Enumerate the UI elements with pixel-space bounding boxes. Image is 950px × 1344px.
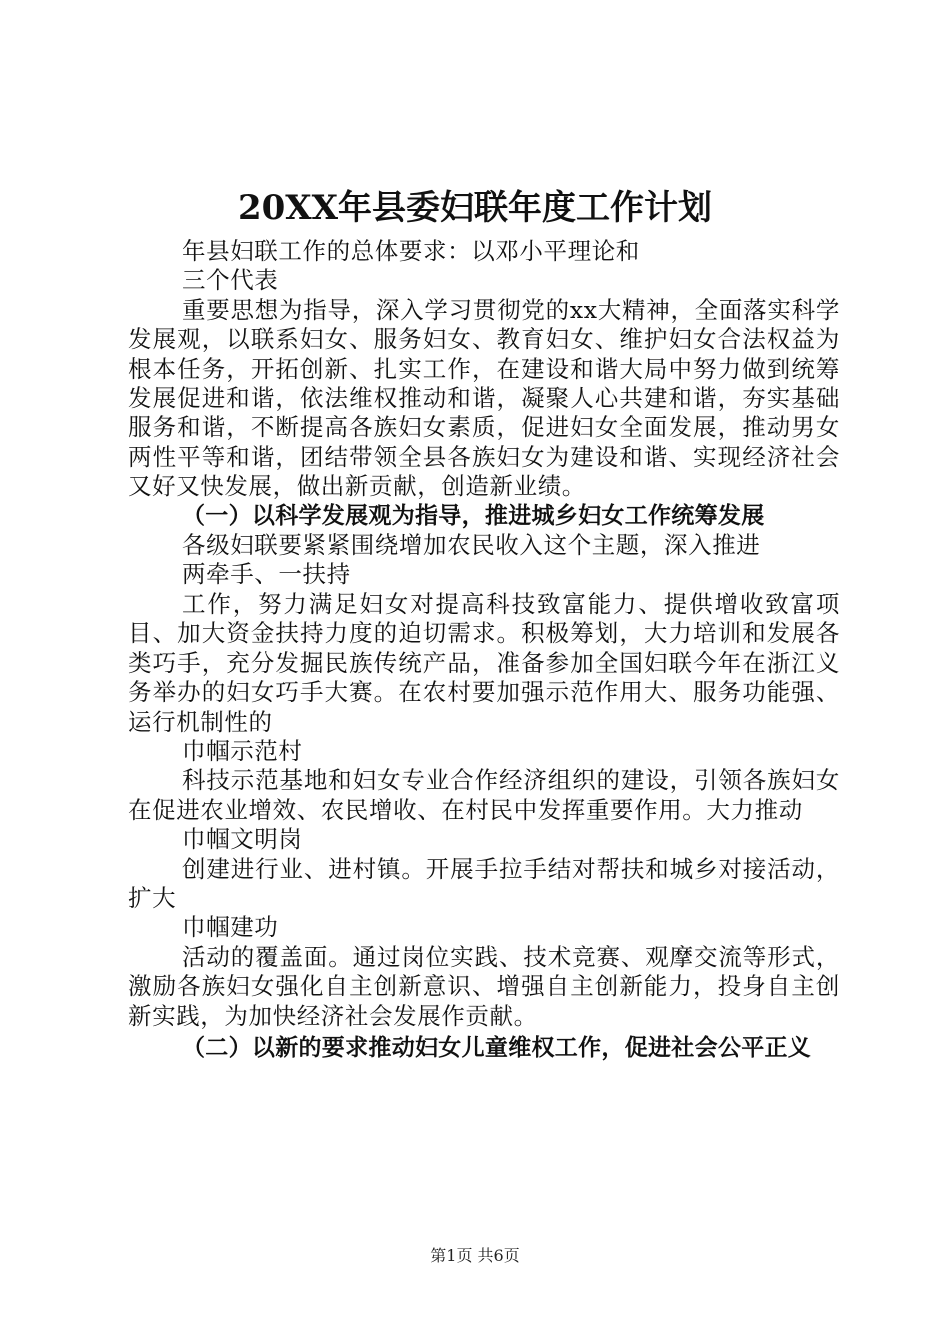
paragraph: 巾帼示范村 [182,736,303,765]
paragraph: 两牵手、一扶持 [182,560,351,589]
paragraph: 重要思想为指导，深入学习贯彻党的xx大精神，全面落实科学发展观，以联系妇女、服务妇女、教育妇女、维护妇女合法权益为根本任务，开拓创新、扎实工作，在建设和谐大局中努力做到统筹发展促进和谐，依法维权推动和谐，凝聚人心共建和谐，夯实基础服务和谐，不断提高各族妇女素质，促进妇女全面发展，推动男女两性平等和谐，团结带领全县各族妇女为建设和谐、实现经济社会又好又快发展，做出新贡献，创造新业绩。 [128,295,840,501]
section-heading-2: （二）以新的要求推动妇女儿童维权工作，促进社会公平正义 [182,1034,812,1061]
paragraph: 创建进行业、进村镇。开展手拉手结对帮扶和城乡对接活动，扩大 [128,854,840,912]
paragraph: 活动的覆盖面。通过岗位实践、技术竞赛、观摩交流等形式，激励各族妇女强化自主创新意识、增强自主创新能力，投身自主创新实践，为加快经济社会发展作贡献。 [128,942,840,1030]
paragraph: 工作，努力满足妇女对提高科技致富能力、提供增收致富项目、加大资金扶持力度的迫切需求。积极筹划，大力培训和发展各类巧手，充分发掘民族传统产品，准备参加全国妇联今年在浙江义务举办的妇女巧手大赛。在农村要加强示范作用大、服务功能强、运行机制性的 [128,589,840,736]
paragraph: 各级妇联要紧紧围绕增加农民收入这个主题，深入推进 [182,531,761,560]
document-body [128,237,840,1063]
paragraph: 年县妇联工作的总体要求：以邓小平理论和 [182,237,640,265]
paragraph: 科技示范基地和妇女专业合作经济组织的建设，引领各族妇女在促进农业增效、农民增收、在村民中发挥重要作用。大力推动 [128,766,840,824]
document-title: 20XX年县委妇联年度工作计划 [237,188,713,228]
paragraph: 三个代表 [182,266,279,295]
page-footer: 第1页 共6页 [430,1246,520,1265]
paragraph: 巾帼建功 [182,913,279,942]
paragraph: 巾帼文明岗 [182,825,303,854]
section-heading-1: （一）以科学发展观为指导，推进城乡妇女工作统筹发展 [182,502,765,529]
